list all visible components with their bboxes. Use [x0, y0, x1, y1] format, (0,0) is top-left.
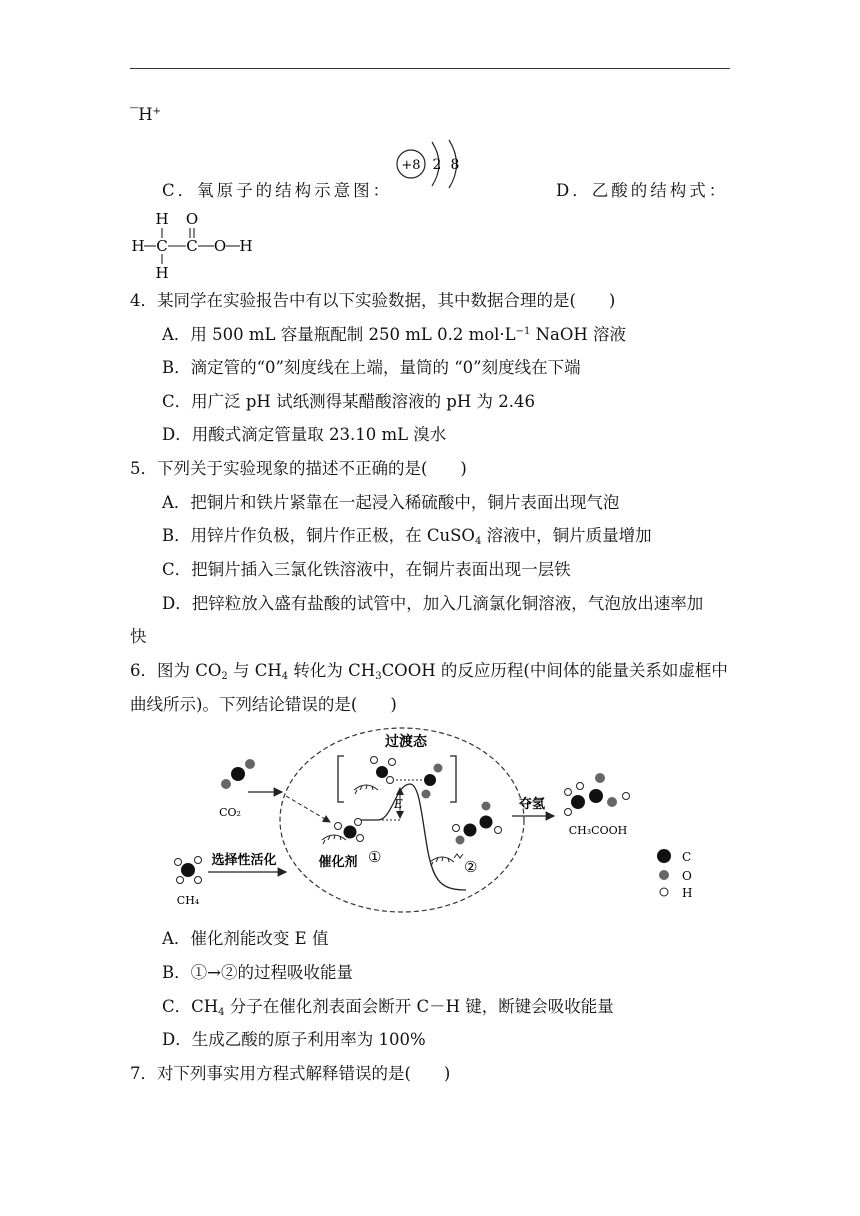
q3-option-c: C．氧原子的结构示意图：	[162, 181, 393, 200]
ch4-label: CH₄	[176, 894, 200, 907]
q4-option-b: B．滴定管的“0”刻度线在上端，量筒的 “0”刻度线在下端	[162, 358, 581, 377]
q5-stem: 5．下列关于实验现象的描述不正确的是( )	[130, 459, 467, 478]
q6-option-d: D．生成乙酸的原子利用率为 100%	[162, 1030, 426, 1049]
q5-option-c: C．把铜片插入三氯化铁溶液中，在铜片表面出现一层铁	[162, 560, 571, 579]
q4-stem: 4．某同学在实验报告中有以下实验数据，其中数据合理的是( )	[130, 291, 616, 310]
shell-1-count: 2	[432, 157, 442, 173]
energy-label: E	[394, 797, 403, 811]
svg-text:H: H	[155, 210, 169, 228]
transition-state-molecules	[354, 757, 443, 799]
q5-option-d-line2: 快	[130, 627, 147, 646]
energy-curve	[360, 784, 466, 890]
co2-label: CO₂	[219, 806, 241, 819]
q6-option-c: C．$CH_4$ 分子在催化剂表面会断开 C－H 键，断键会吸收能量	[162, 997, 614, 1018]
marker-1: ①	[368, 848, 382, 866]
product-label: CH₃COOH	[568, 824, 628, 837]
q7-stem: 7．对下列事实用方程式解释错误的是( )	[130, 1064, 451, 1083]
catalyst-label: 催化剂	[318, 855, 358, 870]
fragment-text: ‾H+	[130, 105, 162, 124]
svg-text:H: H	[682, 886, 693, 900]
svg-text:C: C	[682, 850, 692, 864]
nucleus-charge: +8	[401, 158, 421, 173]
q4-option-a: A．用 500 mL 容量瓶配制 250 mL 0.2 $mol\cdot L^{-1}$ NaOH 溶液	[162, 325, 627, 344]
co2-molecule	[221, 759, 255, 789]
svg-text:C: C	[156, 237, 168, 255]
reaction-pathway-figure	[160, 722, 720, 914]
svg-text:H: H	[155, 264, 169, 282]
svg-text:H: H	[239, 237, 253, 255]
q6-option-b: B．①→②的过程吸收能量	[162, 963, 353, 982]
dehydrogenation-label: 夺氢	[518, 797, 546, 812]
adsorbed-intermediate-2	[430, 802, 502, 867]
transition-state-label: 过渡态	[385, 734, 427, 750]
q5-option-b: B．用锌片作负极，铜片作正极，在 CuSO$_4$ 溶液中，铜片质量增加	[162, 526, 652, 547]
atom-legend	[657, 849, 692, 900]
q4-option-d: D．用酸式滴定管量取 23.10 mL 溴水	[162, 425, 447, 444]
marker-2: ②	[464, 858, 478, 876]
q6-stem-line1: 6．图为 $CO_2$ 与 $CH_4$ 转化为 $CH_3COOH$ 的反应历程(中间体的能量关系如虚框中	[130, 661, 728, 682]
acetic-acid-molecule	[565, 773, 630, 816]
q4-option-c: C．用广泛 pH 试纸测得某醋酸溶液的 pH 为 2.46	[162, 392, 535, 411]
ch4-molecule	[175, 857, 202, 884]
q6-option-a: A．催化剂能改变 E 值	[162, 929, 329, 948]
svg-text:O: O	[682, 869, 692, 883]
q3-option-d: D．乙酸的结构式：	[556, 181, 729, 200]
q5-option-d-line1: D．把锌粒放入盛有盐酸的试管中，加入几滴氯化铜溶液，气泡放出速率加	[162, 594, 704, 613]
shell-2-count: 8	[450, 157, 460, 173]
q5-option-a: A．把铜片和铁片紧靠在一起浸入稀硫酸中，铜片表面出现气泡	[162, 493, 620, 512]
header-rule	[130, 68, 730, 69]
adsorbed-intermediate-1	[322, 819, 364, 845]
selective-activation-label: 选择性活化	[211, 853, 277, 868]
svg-text:O: O	[213, 237, 227, 255]
q6-stem-line2: 曲线所示)。下列结论错误的是( )	[130, 695, 397, 714]
svg-text:C: C	[186, 237, 198, 255]
svg-text:O: O	[185, 210, 199, 228]
acetic-acid-structural-formula	[128, 208, 268, 282]
oxygen-structure-diagram	[392, 136, 472, 194]
svg-text:H: H	[131, 237, 145, 255]
